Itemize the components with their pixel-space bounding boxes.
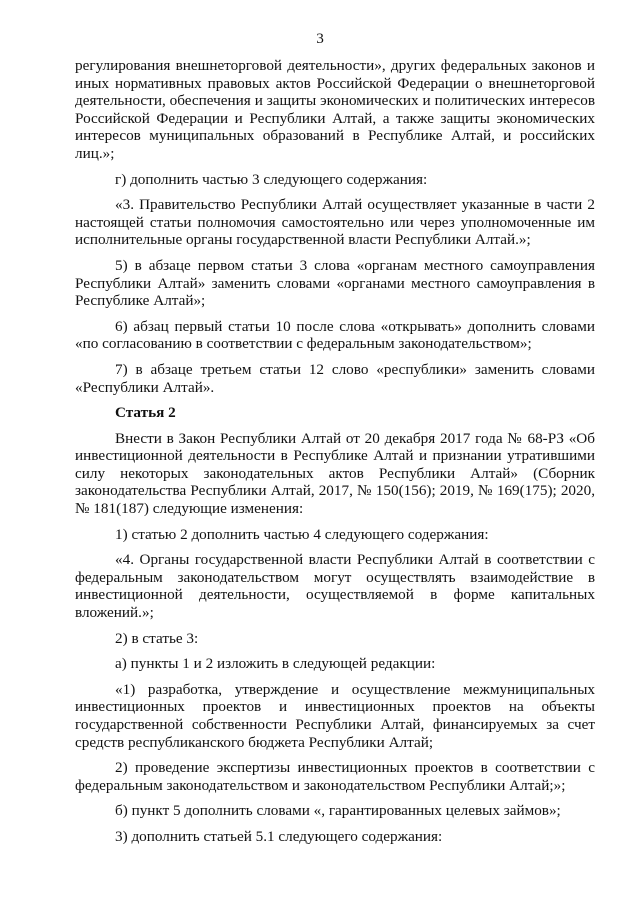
- paragraph-quote-point-2: 2) проведение экспертизы инвестиционных проектов в соответствии с федеральным законодательством и законодательством Республики Алтай;»;: [75, 759, 595, 794]
- paragraph-item-1: 1) статью 2 дополнить частью 4 следующего содержания:: [115, 525, 489, 543]
- paragraph-item-g: г) дополнить частью 3 следующего содержания:: [115, 170, 428, 188]
- document-body: [75, 57, 595, 854]
- paragraph-quote-part-4: «4. Органы государственной власти Республики Алтай в соответствии с федеральным законодательством могут осуществлять взаимодействие в инвестиционной деятельности, осуществляемой в форме капитальных вложений.»;: [75, 551, 595, 622]
- paragraph-article-2-intro: Внести в Закон Республики Алтай от 20 декабря 2017 года № 68-РЗ «Об инвестиционной деятельности в Республике Алтай и признании утратившими силу некоторых законодательных актов Республики Алтай» (Сборник законодательства Республики Алтай, 2017, № 150(156); 2019, № 169(175); 2020, № 181(187) следующие изменения:: [75, 429, 595, 518]
- paragraph-item-6: 6) абзац первый статьи 10 после слова «открывать» дополнить словами «по согласованию в соответствии с федеральным законодательством»;: [75, 317, 595, 353]
- paragraph-item-5: 5) в абзаце первом статьи 3 слова «органам местного самоуправления Республики Алтай» заменить словами «органами местного самоуправления в Республике Алтай»;: [75, 256, 595, 310]
- paragraph-continuation: регулирования внешнеторговой деятельности», других федеральных законов и иных нормативных правовых актов Российской Федерации о внешнеторговой деятельности, обеспечения и защиты экономических и политических интересов Российской Федерации и Республики Алтай, а также защиты экономических интересов муниципальных образований в Республике Алтай, и российских лиц.»;: [75, 57, 595, 162]
- paragraph-item-a: а) пункты 1 и 2 изложить в следующей редакции:: [115, 655, 436, 673]
- paragraph-item-2: 2) в статье 3:: [115, 629, 199, 647]
- paragraph-item-3: 3) дополнить статьей 5.1 следующего содержания:: [115, 827, 443, 845]
- page-number: 3: [316, 30, 324, 47]
- paragraph-quote-part-3: «3. Правительство Республики Алтай осуществляет указанные в части 2 настоящей статьи полномочия самостоятельно или через уполномоченные им исполнительные органы государственной власти Республики Алтай.»;: [75, 196, 595, 249]
- article-heading: Статья 2: [115, 404, 176, 422]
- paragraph-item-7: 7) в абзаце третьем статьи 12 слово «республики» заменить словами «Республики Алтай».: [75, 360, 595, 396]
- paragraph-quote-point-1: «1) разработка, утверждение и осуществление межмуниципальных инвестиционных проектов и инвестиционных проектов на объекты государственной собственности Республики Алтай, финансируемых за счет средств республиканского бюджета Республики Алтай;: [75, 680, 595, 751]
- paragraph-item-b: б) пункт 5 дополнить словами «, гарантированных целевых займов»;: [115, 802, 561, 820]
